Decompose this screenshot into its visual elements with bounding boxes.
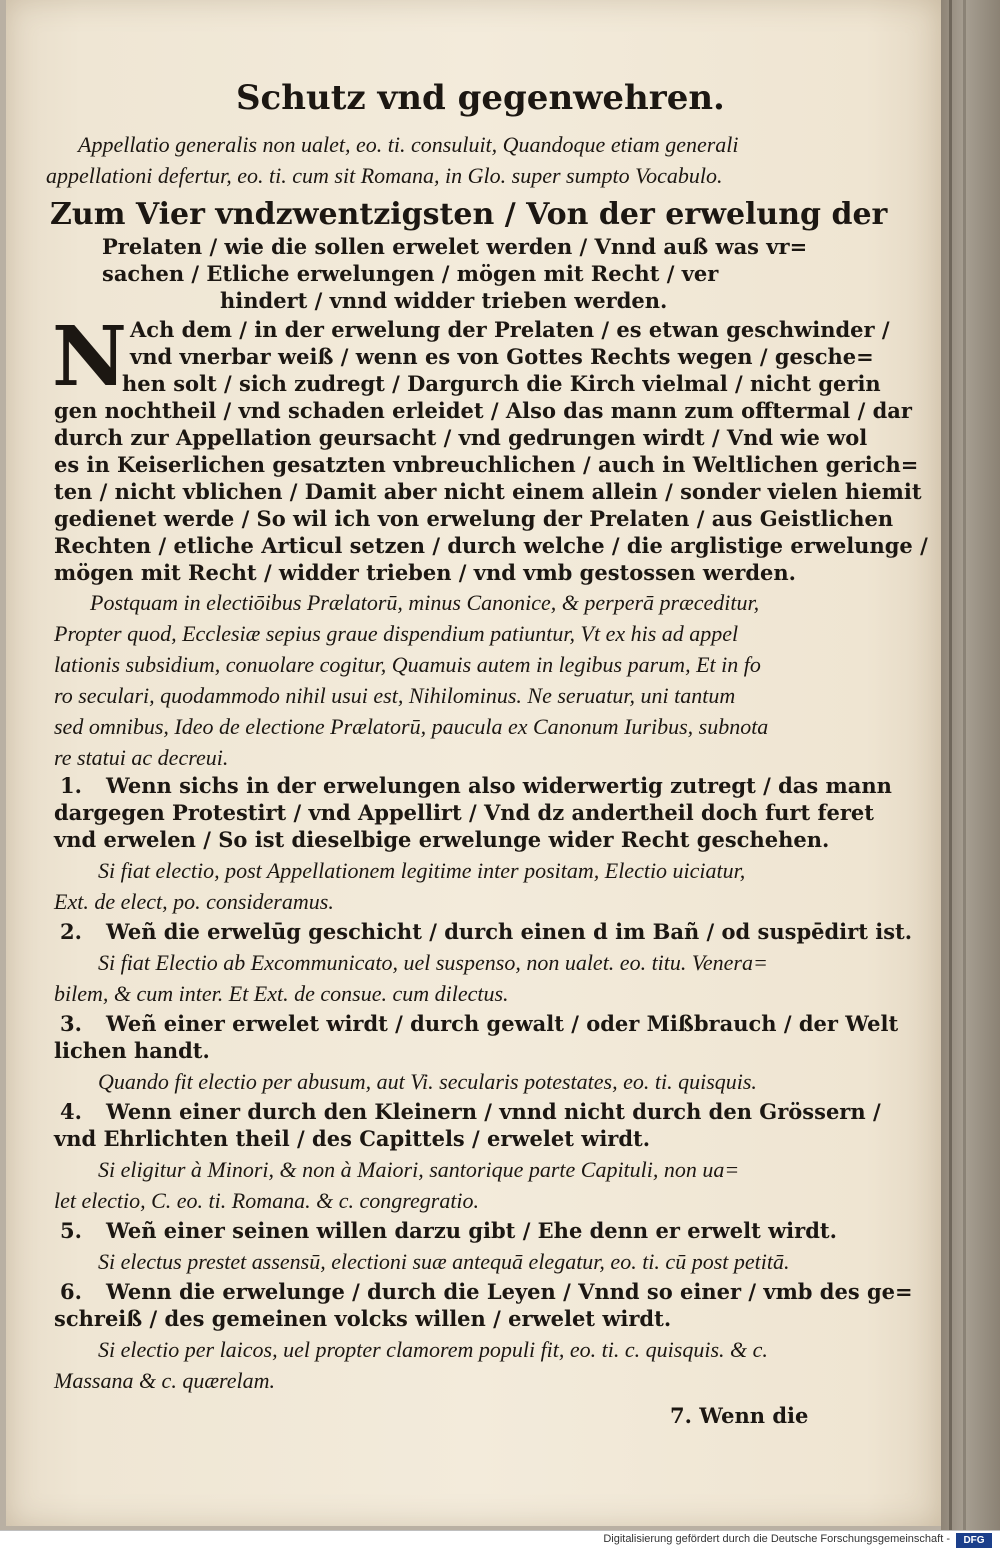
article-latin-line: Ext. de elect, po. consideramus.	[54, 889, 334, 914]
body-german-line: Ach dem / in der erwelung der Prelaten / es etwan geschwinder /	[130, 317, 890, 342]
chapter-heading-line: sachen / Etliche erwelungen / mögen mit Recht / ver	[102, 261, 719, 286]
body-latin-line: re statui ac decreui.	[54, 745, 229, 770]
article-german-line: Weñ die erwelūg geschicht / durch einen d im Bañ / od suspēdirt ist.	[106, 919, 913, 944]
article-latin-line: bilem, & cum inter. Et Ext. de consue. cum dilectus.	[54, 981, 509, 1006]
article-latin-line: Quando fit electio per abusum, aut Vi. secularis potestates, eo. ti. quisquis.	[98, 1069, 757, 1094]
article-german-line: vnd Ehrlichten theil / des Capittels / erwelet wirdt.	[54, 1126, 651, 1151]
article-german-line: schreiß / des gemeinen volcks willen / erwelet wirdt.	[54, 1306, 672, 1331]
body-german-line: vnd vnerbar weiß / wenn es von Gottes Rechts wegen / gesche=	[130, 344, 874, 369]
body-latin-line: ro seculari, quodammodo nihil usui est, Nihilominus. Ne seruatur, uni tantum	[54, 683, 736, 708]
chapter-heading-line: Zum Vier vndzwentzigsten / Von der erwelung der	[50, 197, 888, 232]
article-latin-line: Massana & c. quærelam.	[54, 1368, 276, 1393]
body-german-line: mögen mit Recht / widder trieben / vnd vmb gestossen werden.	[54, 560, 796, 585]
chapter-heading-line: hindert / vnnd widder trieben werden.	[220, 288, 668, 313]
intro-latin-line: Appellatio generalis non ualet, eo. ti. consuluit, Quandoque etiam generali	[78, 132, 739, 157]
article-german-line: Wenn sichs in der erwelungen also widerwertig zutregt / das mann	[106, 773, 892, 798]
body-german-line: hen solt / sich zudregt / Dargurch die Kirch vielmal / nicht gerin	[122, 371, 881, 396]
body-latin-line: sed omnibus, Ideo de electione Prælatorū, paucula ex Canonum Iuribus, subnota	[54, 714, 769, 739]
article-latin-line: Si electio per laicos, uel propter clamorem populi fit, eo. ti. c. quisquis. & c.	[98, 1337, 768, 1362]
body-german-line: gedienet werde / So wil ich von erwelung der Prelaten / aus Geistlichen	[54, 506, 894, 531]
body-latin-line: Propter quod, Ecclesiæ sepius graue dispendium patiuntur, Vt ex his ad appel	[54, 621, 739, 646]
article-latin-line: Si fiat electio, post Appellationem legitime inter positam, Electio uiciatur,	[98, 858, 746, 883]
digitization-footer	[0, 1530, 1000, 1551]
article-german-line: lichen handt.	[54, 1038, 210, 1063]
intro-latin-line: appellationi defertur, eo. ti. cum sit Romana, in Glo. super sumpto Vocabulo.	[46, 163, 723, 188]
body-latin-line: lationis subsidium, conuolare cogitur, Quamuis autem in legibus parum, Et in fo	[54, 652, 761, 677]
article-german-line: vnd erwelen / So ist dieselbige erwelunge wider Recht geschehen.	[54, 827, 830, 852]
body-german-line: durch zur Appellation geursacht / vnd gedrungen wirdt / Vnd wie wol	[54, 425, 868, 450]
article-german-line: Weñ einer erwelet wirdt / durch gewalt / oder Mißbrauch / der Welt	[106, 1011, 899, 1036]
article-german-line: dargegen Protestirt / vnd Appellirt / Vnd dz andertheil doch furt feret	[54, 800, 874, 825]
article-german-line: Wenn die erwelunge / durch die Leyen / Vnnd so einer / vmb des ge=	[106, 1279, 913, 1304]
article-number: 5.	[60, 1218, 82, 1243]
chapter-heading-line: Prelaten / wie die sollen erwelet werden / Vnnd auß was vr=	[102, 234, 808, 259]
body-german-line: Rechten / etliche Articul setzen / durch welche / die arglistige erwelunge /	[54, 533, 928, 558]
article-number: 2.	[60, 919, 82, 944]
decorated-initial: N	[52, 309, 127, 405]
book-page	[6, 0, 941, 1526]
article-latin-line: let electio, C. eo. ti. Romana. & c. congregratio.	[54, 1188, 480, 1213]
article-number: 1.	[60, 773, 82, 798]
body-german-line: gen nochtheil / vnd schaden erleidet / Also das mann zum offtermal / dar	[54, 398, 912, 423]
dfg-logo: DFG	[956, 1533, 992, 1548]
article-number: 4.	[60, 1099, 82, 1124]
running-head: Schutz vnd gegenwehren.	[236, 78, 725, 118]
article-latin-line: Si fiat Electio ab Excommunicato, uel suspenso, non ualet. eo. titu. Venera=	[98, 950, 768, 975]
body-german-line: es in Keiserlichen gesatzten vnbreuchlichen / auch in Weltlichen gerich=	[54, 452, 919, 477]
body-latin-line: Postquam in electiōibus Prælatorū, minus Canonice, & perperā præceditur,	[90, 590, 760, 615]
article-german-line: Wenn einer durch den Kleinern / vnnd nicht durch den Grössern /	[106, 1099, 881, 1124]
article-number: 6.	[60, 1279, 82, 1304]
catchword: 7. Wenn die	[670, 1403, 809, 1428]
book-edge	[941, 0, 1000, 1530]
article-number: 3.	[60, 1011, 82, 1036]
body-german-line: ten / nicht vblichen / Damit aber nicht einem allein / sonder vielen hiemit	[54, 479, 922, 504]
footer-credit-text: Digitalisierung gefördert durch die Deutsche Forschungsgemeinschaft -	[603, 1533, 950, 1545]
article-latin-line: Si electus prestet assensū, electioni suæ antequā elegatur, eo. ti. cū post petitā.	[98, 1249, 790, 1274]
article-latin-line: Si eligitur à Minori, & non à Maiori, santorique parte Capituli, non ua=	[98, 1157, 740, 1182]
article-german-line: Weñ einer seinen willen darzu gibt / Ehe denn er erwelt wirdt.	[106, 1218, 837, 1243]
